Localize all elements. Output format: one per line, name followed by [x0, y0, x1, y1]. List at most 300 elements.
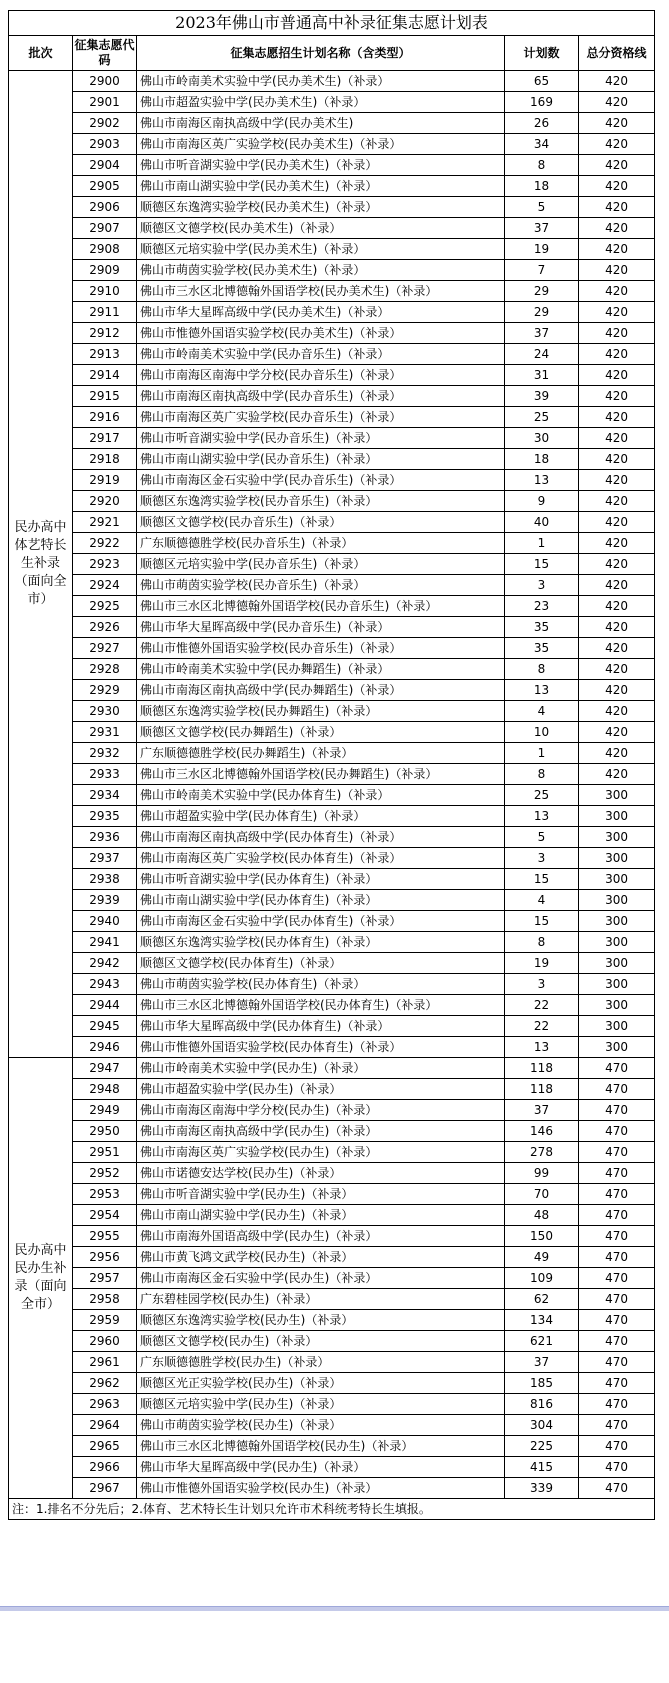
- score-cell: 420: [579, 659, 655, 680]
- plan-cell: 10: [505, 722, 579, 743]
- code-cell: 2948: [73, 1079, 137, 1100]
- footnote: 注：1.排名不分先后；2.体育、艺术特长生计划只允许市术科统考特长生填报。: [9, 1499, 655, 1520]
- code-cell: 2921: [73, 512, 137, 533]
- score-cell: 420: [579, 302, 655, 323]
- plan-cell: 18: [505, 449, 579, 470]
- plan-cell: 13: [505, 470, 579, 491]
- score-cell: 470: [579, 1058, 655, 1079]
- table-row: [9, 302, 655, 323]
- name-cell: 佛山市南海区英广实验学校(民办音乐生)（补录）: [137, 407, 505, 428]
- name-cell: 佛山市南海区南执高级中学(民办美术生): [137, 113, 505, 134]
- name-cell: 佛山市惟德外国语实验学校(民办音乐生)（补录）: [137, 638, 505, 659]
- plan-cell: 29: [505, 281, 579, 302]
- code-cell: 2913: [73, 344, 137, 365]
- table-row: [9, 1457, 655, 1478]
- code-cell: 2907: [73, 218, 137, 239]
- plan-cell: 24: [505, 344, 579, 365]
- code-cell: 2957: [73, 1268, 137, 1289]
- name-cell: 顺德区东逸湾实验学校(民办体育生)（补录）: [137, 932, 505, 953]
- code-cell: 2937: [73, 848, 137, 869]
- table-row: [9, 344, 655, 365]
- name-cell: 广东顺德德胜学校(民办音乐生)（补录）: [137, 533, 505, 554]
- score-cell: 470: [579, 1121, 655, 1142]
- table-row: [9, 680, 655, 701]
- plan-cell: 109: [505, 1268, 579, 1289]
- score-cell: 470: [579, 1142, 655, 1163]
- table-row: [9, 239, 655, 260]
- code-cell: 2953: [73, 1184, 137, 1205]
- name-cell: 佛山市南海区英广实验学校(民办生)（补录）: [137, 1142, 505, 1163]
- name-cell: 佛山市听音湖实验中学(民办美术生)（补录）: [137, 155, 505, 176]
- plan-cell: 304: [505, 1415, 579, 1436]
- code-cell: 2922: [73, 533, 137, 554]
- plan-cell: 5: [505, 197, 579, 218]
- plan-cell: 37: [505, 218, 579, 239]
- plan-cell: 30: [505, 428, 579, 449]
- table-row: [9, 974, 655, 995]
- name-cell: 佛山市华大星晖高级中学(民办体育生)（补录）: [137, 1016, 505, 1037]
- table-row: [9, 197, 655, 218]
- name-cell: 佛山市岭南美术实验中学(民办音乐生)（补录）: [137, 344, 505, 365]
- plan-cell: 621: [505, 1331, 579, 1352]
- name-cell: 佛山市南山湖实验中学(民办体育生)（补录）: [137, 890, 505, 911]
- score-cell: 300: [579, 806, 655, 827]
- code-cell: 2945: [73, 1016, 137, 1037]
- name-cell: 佛山市南海区南执高级中学(民办生)（补录）: [137, 1121, 505, 1142]
- plan-cell: 26: [505, 113, 579, 134]
- name-cell: 佛山市岭南美术实验中学(民办美术生)（补录）: [137, 71, 505, 92]
- code-cell: 2930: [73, 701, 137, 722]
- name-cell: 佛山市南海区南执高级中学(民办音乐生)（补录）: [137, 386, 505, 407]
- plan-sheet: [8, 10, 654, 1520]
- name-cell: 顺德区元培实验中学(民办音乐生)（补录）: [137, 554, 505, 575]
- name-cell: 顺德区东逸湾实验学校(民办音乐生)（补录）: [137, 491, 505, 512]
- plan-cell: 22: [505, 1016, 579, 1037]
- score-cell: 420: [579, 575, 655, 596]
- code-cell: 2932: [73, 743, 137, 764]
- score-cell: 470: [579, 1268, 655, 1289]
- name-cell: 佛山市南海区金石实验中学(民办生)（补录）: [137, 1268, 505, 1289]
- score-cell: 420: [579, 638, 655, 659]
- table-row: [9, 1205, 655, 1226]
- name-cell: 佛山市南山湖实验中学(民办美术生)（补录）: [137, 176, 505, 197]
- plan-cell: 39: [505, 386, 579, 407]
- table-row: [9, 827, 655, 848]
- plan-cell: 8: [505, 659, 579, 680]
- table-row: [9, 134, 655, 155]
- score-cell: 420: [579, 323, 655, 344]
- name-cell: 顺德区文德学校(民办生)（补录）: [137, 1331, 505, 1352]
- code-cell: 2918: [73, 449, 137, 470]
- plan-cell: 185: [505, 1373, 579, 1394]
- table-row: [9, 1100, 655, 1121]
- score-cell: 470: [579, 1478, 655, 1499]
- name-cell: 佛山市南海区南海中学分校(民办生)（补录）: [137, 1100, 505, 1121]
- code-cell: 2923: [73, 554, 137, 575]
- code-cell: 2910: [73, 281, 137, 302]
- score-cell: 420: [579, 449, 655, 470]
- table-row: [9, 176, 655, 197]
- name-cell: 佛山市岭南美术实验中学(民办生)（补录）: [137, 1058, 505, 1079]
- name-cell: 佛山市惟德外国语实验学校(民办体育生)（补录）: [137, 1037, 505, 1058]
- score-cell: 420: [579, 386, 655, 407]
- score-cell: 470: [579, 1457, 655, 1478]
- table-row: [9, 722, 655, 743]
- code-cell: 2967: [73, 1478, 137, 1499]
- batch-cell: 民办高中民办生补录（面向全市）: [9, 1058, 73, 1499]
- table-row: [9, 1121, 655, 1142]
- name-cell: 佛山市华大星晖高级中学(民办音乐生)（补录）: [137, 617, 505, 638]
- score-cell: 300: [579, 1016, 655, 1037]
- name-cell: 佛山市三水区北博德翰外国语学校(民办美术生)（补录）: [137, 281, 505, 302]
- title-row: [9, 11, 655, 36]
- score-cell: 470: [579, 1079, 655, 1100]
- plan-cell: 23: [505, 596, 579, 617]
- name-cell: 佛山市岭南美术实验中学(民办体育生)（补录）: [137, 785, 505, 806]
- code-cell: 2962: [73, 1373, 137, 1394]
- table-row: [9, 1331, 655, 1352]
- name-cell: 佛山市南海区南执高级中学(民办舞蹈生)（补录）: [137, 680, 505, 701]
- plan-cell: 35: [505, 617, 579, 638]
- code-cell: 2919: [73, 470, 137, 491]
- code-cell: 2952: [73, 1163, 137, 1184]
- table-row: [9, 1373, 655, 1394]
- score-cell: 470: [579, 1184, 655, 1205]
- score-cell: 470: [579, 1373, 655, 1394]
- score-cell: 300: [579, 974, 655, 995]
- score-cell: 420: [579, 134, 655, 155]
- score-cell: 420: [579, 407, 655, 428]
- table-row: [9, 281, 655, 302]
- score-cell: 420: [579, 533, 655, 554]
- score-cell: 420: [579, 260, 655, 281]
- plan-cell: 7: [505, 260, 579, 281]
- code-cell: 2908: [73, 239, 137, 260]
- score-cell: 300: [579, 785, 655, 806]
- table-row: [9, 890, 655, 911]
- table-row: [9, 155, 655, 176]
- name-cell: 顺德区元培实验中学(民办生)（补录）: [137, 1394, 505, 1415]
- name-cell: 顺德区元培实验中学(民办美术生)（补录）: [137, 239, 505, 260]
- plan-cell: 415: [505, 1457, 579, 1478]
- table-row: [9, 470, 655, 491]
- score-cell: 470: [579, 1226, 655, 1247]
- code-cell: 2938: [73, 869, 137, 890]
- plan-cell: 8: [505, 932, 579, 953]
- plan-cell: 15: [505, 869, 579, 890]
- code-cell: 2903: [73, 134, 137, 155]
- score-cell: 300: [579, 848, 655, 869]
- table-row: [9, 764, 655, 785]
- code-cell: 2916: [73, 407, 137, 428]
- code-cell: 2904: [73, 155, 137, 176]
- table-row: [9, 491, 655, 512]
- name-cell: 佛山市黄飞鸿文武学校(民办生)（补录）: [137, 1247, 505, 1268]
- score-cell: 420: [579, 71, 655, 92]
- name-cell: 顺德区东逸湾实验学校(民办美术生)（补录）: [137, 197, 505, 218]
- plan-cell: 13: [505, 806, 579, 827]
- table-row: [9, 1226, 655, 1247]
- name-cell: 佛山市南海区英广实验学校(民办体育生)（补录）: [137, 848, 505, 869]
- plan-cell: 35: [505, 638, 579, 659]
- table-row: [9, 911, 655, 932]
- code-cell: 2929: [73, 680, 137, 701]
- table-row: [9, 806, 655, 827]
- table-row: [9, 1037, 655, 1058]
- code-cell: 2941: [73, 932, 137, 953]
- plan-cell: 13: [505, 1037, 579, 1058]
- score-cell: 420: [579, 365, 655, 386]
- plan-cell: 65: [505, 71, 579, 92]
- header-name: 征集志愿招生计划名称（含类型）: [137, 36, 505, 71]
- name-cell: 佛山市南海区英广实验学校(民办美术生)（补录）: [137, 134, 505, 155]
- plan-cell: 37: [505, 1352, 579, 1373]
- name-cell: 佛山市南海外国语高级中学(民办生)（补录）: [137, 1226, 505, 1247]
- code-cell: 2935: [73, 806, 137, 827]
- plan-cell: 278: [505, 1142, 579, 1163]
- plan-cell: 8: [505, 155, 579, 176]
- plan-cell: 37: [505, 1100, 579, 1121]
- table-row: [9, 575, 655, 596]
- table-row: [9, 449, 655, 470]
- table-row: [9, 554, 655, 575]
- name-cell: 佛山市萌茵实验学校(民办美术生)（补录）: [137, 260, 505, 281]
- score-cell: 470: [579, 1352, 655, 1373]
- name-cell: 佛山市三水区北博德翰外国语学校(民办舞蹈生)（补录）: [137, 764, 505, 785]
- score-cell: 470: [579, 1247, 655, 1268]
- plan-cell: 134: [505, 1310, 579, 1331]
- plan-table: [8, 10, 655, 1520]
- table-row: [9, 596, 655, 617]
- table-row: [9, 1352, 655, 1373]
- code-cell: 2915: [73, 386, 137, 407]
- score-cell: 420: [579, 617, 655, 638]
- table-row: [9, 932, 655, 953]
- plan-cell: 816: [505, 1394, 579, 1415]
- name-cell: 佛山市华大星晖高级中学(民办生)（补录）: [137, 1457, 505, 1478]
- name-cell: 佛山市萌茵实验学校(民办音乐生)（补录）: [137, 575, 505, 596]
- code-cell: 2959: [73, 1310, 137, 1331]
- plan-cell: 13: [505, 680, 579, 701]
- plan-cell: 31: [505, 365, 579, 386]
- table-row: [9, 323, 655, 344]
- code-cell: 2926: [73, 617, 137, 638]
- plan-cell: 339: [505, 1478, 579, 1499]
- score-cell: 420: [579, 176, 655, 197]
- name-cell: 佛山市诺德安达学校(民办生)（补录）: [137, 1163, 505, 1184]
- name-cell: 佛山市超盈实验中学(民办生)（补录）: [137, 1079, 505, 1100]
- score-cell: 470: [579, 1205, 655, 1226]
- table-row: [9, 638, 655, 659]
- name-cell: 顺德区东逸湾实验学校(民办舞蹈生)（补录）: [137, 701, 505, 722]
- table-row: [9, 1268, 655, 1289]
- code-cell: 2965: [73, 1436, 137, 1457]
- header-score: 总分资格线: [579, 36, 655, 71]
- code-cell: 2936: [73, 827, 137, 848]
- name-cell: 佛山市南山湖实验中学(民办生)（补录）: [137, 1205, 505, 1226]
- code-cell: 2924: [73, 575, 137, 596]
- code-cell: 2966: [73, 1457, 137, 1478]
- code-cell: 2914: [73, 365, 137, 386]
- table-row: [9, 512, 655, 533]
- table-row: [9, 1142, 655, 1163]
- batch-cell: 民办高中体艺特长生补录（面向全市）: [9, 71, 73, 1058]
- score-cell: 300: [579, 827, 655, 848]
- score-cell: 420: [579, 281, 655, 302]
- plan-cell: 19: [505, 239, 579, 260]
- note-row: [9, 1499, 655, 1520]
- name-cell: 广东顺德德胜学校(民办生)（补录）: [137, 1352, 505, 1373]
- score-cell: 420: [579, 113, 655, 134]
- score-cell: 420: [579, 554, 655, 575]
- score-cell: 420: [579, 596, 655, 617]
- code-cell: 2960: [73, 1331, 137, 1352]
- plan-cell: 3: [505, 974, 579, 995]
- code-cell: 2955: [73, 1226, 137, 1247]
- plan-cell: 40: [505, 512, 579, 533]
- plan-cell: 3: [505, 575, 579, 596]
- name-cell: 佛山市听音湖实验中学(民办生)（补录）: [137, 1184, 505, 1205]
- table-row: [9, 260, 655, 281]
- plan-cell: 118: [505, 1058, 579, 1079]
- table-row: [9, 1184, 655, 1205]
- code-cell: 2902: [73, 113, 137, 134]
- table-row: [9, 1415, 655, 1436]
- code-cell: 2928: [73, 659, 137, 680]
- score-cell: 420: [579, 512, 655, 533]
- score-cell: 470: [579, 1394, 655, 1415]
- score-cell: 470: [579, 1100, 655, 1121]
- name-cell: 广东碧桂园学校(民办生)（补录）: [137, 1289, 505, 1310]
- code-cell: 2906: [73, 197, 137, 218]
- code-cell: 2961: [73, 1352, 137, 1373]
- score-cell: 420: [579, 701, 655, 722]
- table-row: [9, 428, 655, 449]
- score-cell: 300: [579, 869, 655, 890]
- score-cell: 470: [579, 1163, 655, 1184]
- name-cell: 顺德区文德学校(民办音乐生)（补录）: [137, 512, 505, 533]
- code-cell: 2912: [73, 323, 137, 344]
- code-cell: 2943: [73, 974, 137, 995]
- plan-cell: 15: [505, 554, 579, 575]
- name-cell: 佛山市三水区北博德翰外国语学校(民办音乐生)（补录）: [137, 596, 505, 617]
- plan-cell: 169: [505, 92, 579, 113]
- score-cell: 420: [579, 764, 655, 785]
- code-cell: 2905: [73, 176, 137, 197]
- table-row: [9, 701, 655, 722]
- score-cell: 420: [579, 491, 655, 512]
- score-cell: 300: [579, 953, 655, 974]
- plan-cell: 37: [505, 323, 579, 344]
- name-cell: 佛山市三水区北博德翰外国语学校(民办生)（补录）: [137, 1436, 505, 1457]
- name-cell: 佛山市听音湖实验中学(民办音乐生)（补录）: [137, 428, 505, 449]
- code-cell: 2951: [73, 1142, 137, 1163]
- code-cell: 2954: [73, 1205, 137, 1226]
- header-row: [9, 36, 655, 71]
- table-row: [9, 1436, 655, 1457]
- table-row: [9, 1310, 655, 1331]
- plan-cell: 1: [505, 743, 579, 764]
- code-cell: 2944: [73, 995, 137, 1016]
- code-cell: 2940: [73, 911, 137, 932]
- score-cell: 420: [579, 218, 655, 239]
- name-cell: 佛山市三水区北博德翰外国语学校(民办体育生)（补录）: [137, 995, 505, 1016]
- plan-cell: 225: [505, 1436, 579, 1457]
- score-cell: 470: [579, 1415, 655, 1436]
- header-code: 征集志愿代码: [73, 36, 137, 71]
- name-cell: 顺德区光正实验学校(民办生)（补录）: [137, 1373, 505, 1394]
- code-cell: 2963: [73, 1394, 137, 1415]
- name-cell: 佛山市南海区金石实验中学(民办音乐生)（补录）: [137, 470, 505, 491]
- table-row: [9, 218, 655, 239]
- name-cell: 顺德区文德学校(民办体育生)（补录）: [137, 953, 505, 974]
- table-row: [9, 1058, 655, 1079]
- name-cell: 佛山市南海区南海中学分校(民办音乐生)（补录）: [137, 365, 505, 386]
- score-cell: 470: [579, 1289, 655, 1310]
- table-row: [9, 92, 655, 113]
- score-cell: 470: [579, 1331, 655, 1352]
- score-cell: 300: [579, 932, 655, 953]
- score-cell: 300: [579, 995, 655, 1016]
- name-cell: 佛山市南海区金石实验中学(民办体育生)（补录）: [137, 911, 505, 932]
- code-cell: 2900: [73, 71, 137, 92]
- plan-cell: 25: [505, 407, 579, 428]
- table-title: 2023年佛山市普通高中补录征集志愿计划表: [9, 11, 655, 36]
- plan-cell: 70: [505, 1184, 579, 1205]
- code-cell: 2942: [73, 953, 137, 974]
- code-cell: 2946: [73, 1037, 137, 1058]
- table-row: [9, 1163, 655, 1184]
- plan-cell: 150: [505, 1226, 579, 1247]
- name-cell: 佛山市超盈实验中学(民办美术生)（补录）: [137, 92, 505, 113]
- name-cell: 佛山市岭南美术实验中学(民办舞蹈生)（补录）: [137, 659, 505, 680]
- code-cell: 2909: [73, 260, 137, 281]
- plan-cell: 62: [505, 1289, 579, 1310]
- plan-cell: 34: [505, 134, 579, 155]
- name-cell: 顺德区文德学校(民办美术生)（补录）: [137, 218, 505, 239]
- table-row: [9, 1289, 655, 1310]
- plan-cell: 4: [505, 701, 579, 722]
- score-cell: 420: [579, 722, 655, 743]
- score-cell: 470: [579, 1310, 655, 1331]
- name-cell: 佛山市南山湖实验中学(民办音乐生)（补录）: [137, 449, 505, 470]
- code-cell: 2920: [73, 491, 137, 512]
- name-cell: 顺德区东逸湾实验学校(民办生)（补录）: [137, 1310, 505, 1331]
- header-batch: 批次: [9, 36, 73, 71]
- table-row: [9, 1079, 655, 1100]
- name-cell: 佛山市听音湖实验中学(民办体育生)（补录）: [137, 869, 505, 890]
- table-row: [9, 995, 655, 1016]
- plan-cell: 99: [505, 1163, 579, 1184]
- score-cell: 300: [579, 1037, 655, 1058]
- name-cell: 佛山市惟德外国语实验学校(民办生)（补录）: [137, 1478, 505, 1499]
- plan-cell: 8: [505, 764, 579, 785]
- plan-cell: 18: [505, 176, 579, 197]
- score-cell: 300: [579, 911, 655, 932]
- plan-cell: 146: [505, 1121, 579, 1142]
- table-row: [9, 659, 655, 680]
- table-row: [9, 1394, 655, 1415]
- table-row: [9, 113, 655, 134]
- score-cell: 420: [579, 743, 655, 764]
- code-cell: 2917: [73, 428, 137, 449]
- code-cell: 2947: [73, 1058, 137, 1079]
- plan-cell: 25: [505, 785, 579, 806]
- plan-cell: 5: [505, 827, 579, 848]
- code-cell: 2958: [73, 1289, 137, 1310]
- code-cell: 2956: [73, 1247, 137, 1268]
- name-cell: 广东顺德德胜学校(民办舞蹈生)（补录）: [137, 743, 505, 764]
